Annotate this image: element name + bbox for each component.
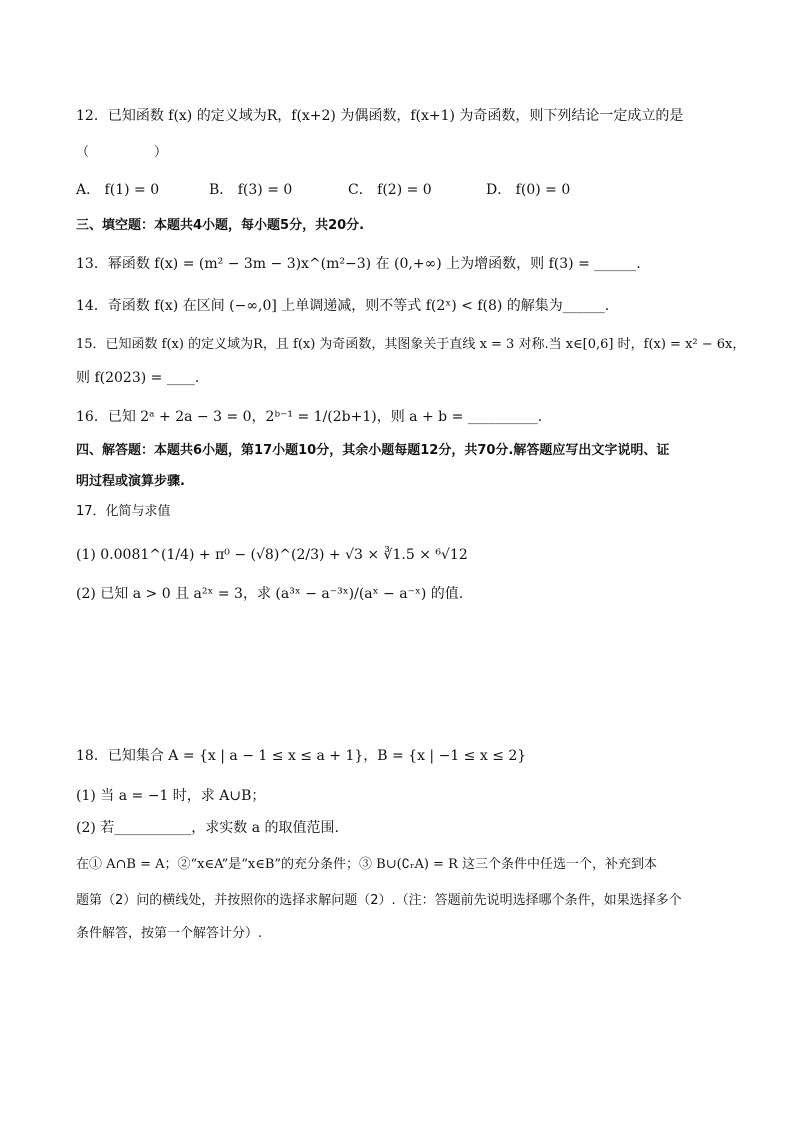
question-13: 13．幂函数 f(x) = (m² − 3m − 3)x^(m²−3) 在 (0,+∞) 上为增函数，则 f(3) = ______. bbox=[76, 256, 641, 272]
q18-conditions-line-1: 在① A∩B = A；②“x∈A”是“x∈B”的充分条件；③ B∪(∁ᵣA) = R 这三个条件中任选一个，补充到本 bbox=[76, 857, 658, 872]
q12-option-b: B． f(3) = 0 bbox=[209, 182, 293, 198]
q18-conditions-line-3: 条件解答，按第一个解答计分）. bbox=[76, 926, 263, 941]
q12-answer-paren: （ ） bbox=[76, 145, 168, 160]
q18-conditions-line-2: 题第（2）问的横线处，并按照你的选择求解问题（2）.（注：答题前先说明选择哪个条件，如果选择多个 bbox=[76, 893, 682, 908]
section-3-heading: 三、填空题：本题共4小题，每小题5分，共20分. bbox=[76, 218, 365, 233]
q17-title: 17．化简与求值 bbox=[76, 504, 171, 519]
q15-line-1: 15．已知函数 f(x) 的定义域为R，且 f(x) 为奇函数，其图象关于直线 x = 3 对称.当 x∈[0,6] 时，f(x) = x² − 6x， bbox=[76, 337, 746, 352]
question-16: 16．已知 2ᵃ + 2a − 3 = 0，2ᵇ⁻¹ = 1/(2b+1)，则 a + b = __________. bbox=[76, 409, 543, 425]
q18-part-2: (2) 若___________，求实数 a 的取值范围. bbox=[76, 820, 339, 836]
section-4-line-1: 四、解答题：本题共6小题，第17小题10分，其余小题每题12分，共70分.解答题应写出文字说明、证 bbox=[76, 443, 670, 458]
q18-stem: 18．已知集合 A = {x | a − 1 ≤ x ≤ a + 1}，B = {x | −1 ≤ x ≤ 2} bbox=[76, 748, 527, 764]
q12-option-a: A． f(1) = 0 bbox=[76, 182, 160, 198]
q12-stem: 12．已知函数 f(x) 的定义域为R，f(x+2) 为偶函数，f(x+1) 为奇函数，则下列结论一定成立的是 bbox=[76, 108, 684, 124]
q15-line-2: 则 f(2023) = ____. bbox=[76, 370, 200, 386]
q12-option-d: D． f(0) = 0 bbox=[486, 182, 571, 198]
q12-options bbox=[76, 180, 716, 200]
section-4-line-2: 明过程或演算步骤. bbox=[76, 474, 185, 489]
question-14: 14．奇函数 f(x) 在区间 (−∞,0] 上单调递减，则不等式 f(2ˣ) < f(8) 的解集为______. bbox=[76, 298, 610, 314]
q18-part-1: (1) 当 a = −1 时，求 A∪B； bbox=[76, 788, 266, 804]
q12-option-c: C． f(2) = 0 bbox=[348, 182, 432, 198]
q17-part-1: (1) 0.0081^(1/4) + π⁰ − (√8)^(2/3) + √3 × ∛1.5 × ⁶√12 bbox=[76, 547, 468, 563]
q17-part-2: (2) 已知 a > 0 且 a²ˣ = 3，求 (a³ˣ − a⁻³ˣ)/(aˣ − a⁻ˣ) 的值. bbox=[76, 586, 464, 602]
